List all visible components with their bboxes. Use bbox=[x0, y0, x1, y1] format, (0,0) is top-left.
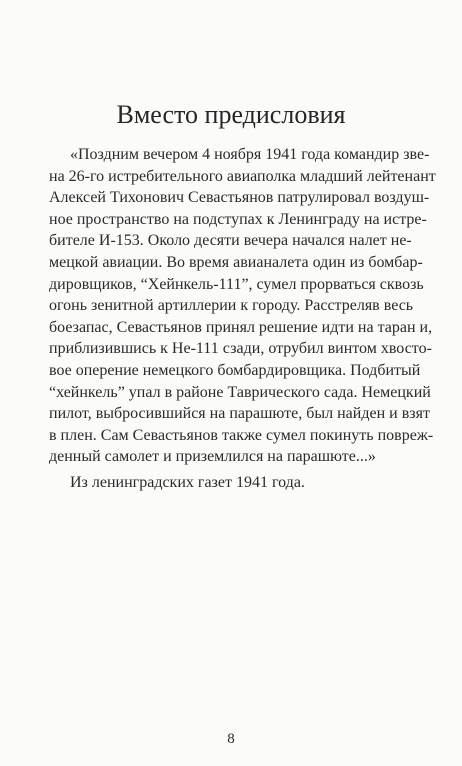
quote-line: приблизившись к Не-111 сзади, отрубил винтом хвосто- bbox=[49, 340, 432, 358]
page-number: 8 bbox=[227, 731, 235, 747]
quote-line: огонь зенитной артиллерии к городу. Расстреляв весь bbox=[49, 297, 414, 315]
quote-body bbox=[49, 144, 436, 494]
quote-line: вое оперение немецкого бомбардировщика. Подбитый bbox=[49, 361, 421, 379]
quote-source: Из ленинградских газет 1941 года. bbox=[70, 473, 305, 491]
quote-line: в плен. Сам Севастьянов также сумел покинуть повреж- bbox=[49, 426, 434, 444]
quote-line: Алексей Тихонович Севастьянов патрулировал воздуш- bbox=[49, 189, 430, 207]
quote-line: ное пространство на подступах к Ленинграду на истре- bbox=[49, 210, 427, 228]
quote-line: на 26-го истребительного авиаполка младший лейтенант bbox=[49, 167, 436, 185]
chapter-title: Вместо предисловия bbox=[116, 100, 346, 129]
quote-line: денный самолет и приземлился на парашюте...» bbox=[49, 448, 376, 466]
quote-line: «Поздним вечером 4 ноября 1941 года командир зве- bbox=[70, 146, 430, 163]
quote-line: мецкой авиации. Во время авианалета один из бомбар- bbox=[49, 253, 423, 271]
quote-line: “хейнкель” упал в районе Таврического сада. Немецкий bbox=[49, 383, 431, 401]
quote-line: пилот, выбросившийся на парашюте, был найден и взят bbox=[49, 405, 430, 423]
quote-line: бителе И-153. Около десяти вечера начался налет не- bbox=[49, 232, 412, 250]
quote-line: боезапас, Севастьянов принял решение идти на таран и, bbox=[49, 318, 433, 336]
quote-line: дировщиков, “Хейнкель-111”, сумел прорваться сквозь bbox=[49, 275, 424, 293]
